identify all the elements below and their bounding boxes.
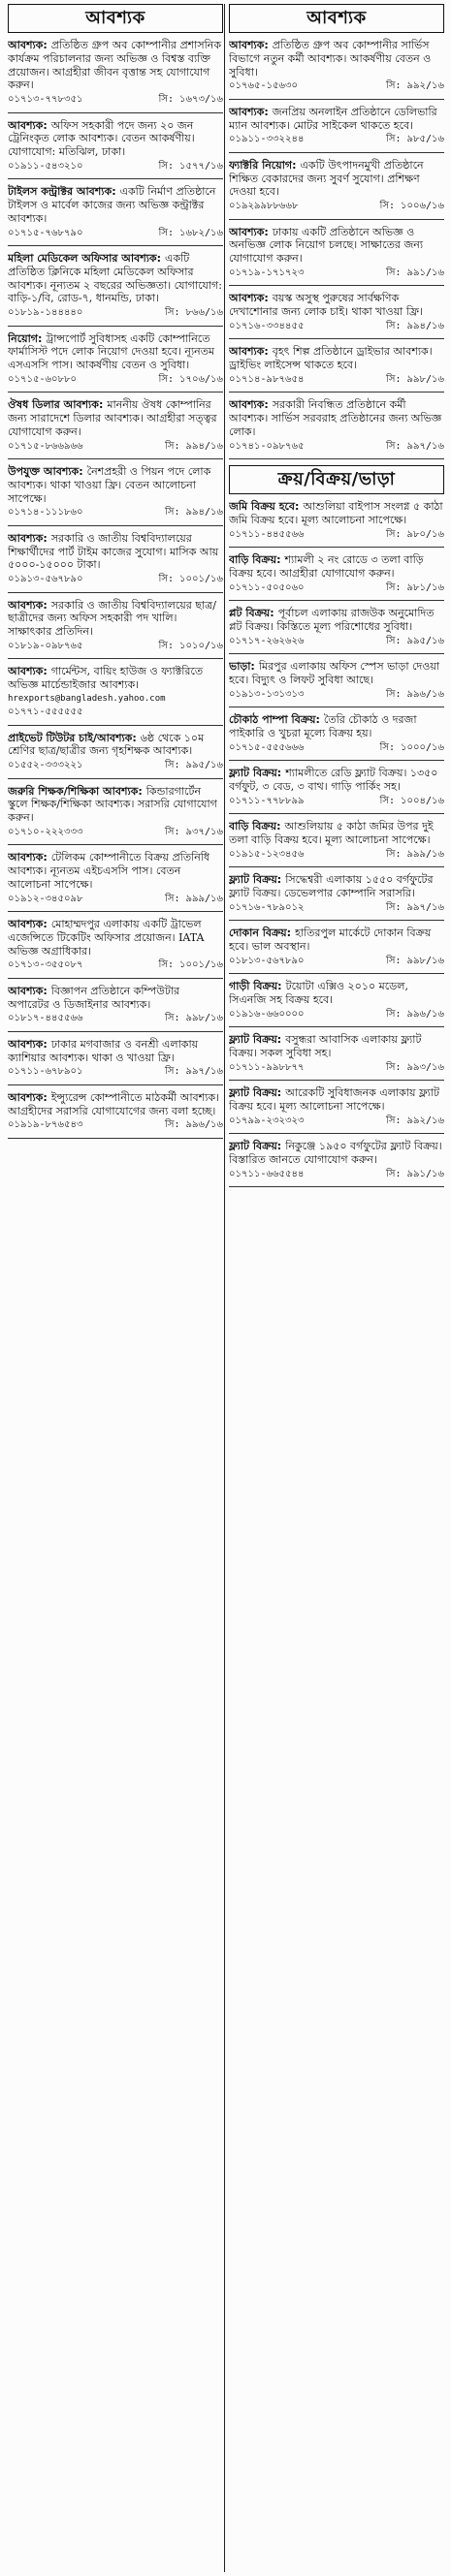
classified-ad xyxy=(229,39,444,100)
ad-phone: ০১৯১৯-৮৭৬৫৪৩ সি: ৯৯৬/১৬ xyxy=(8,1119,223,1131)
ad-reference: সি: ৯৯২/১৬ xyxy=(386,80,444,92)
ad-title: আবশ্যক: xyxy=(229,398,269,412)
classified-ad xyxy=(229,500,444,548)
ad-title: ঔষধ ডিলার আবশ্যক: xyxy=(8,398,104,412)
ad-title: আবশ্যক: xyxy=(8,1037,48,1051)
ad-body: বৃহৎ শিল্প প্রতিষ্ঠানে ড্রাইভার আবশ্যক। ড্রাইভিং লাইসেন্স থাকতে হবে। xyxy=(229,345,433,371)
ad-title: আবশ্যক: xyxy=(8,665,48,678)
classified-ad xyxy=(8,185,223,246)
classified-ad xyxy=(229,398,444,459)
ad-title: টাইলস কন্ট্রাক্টর আবশ্যক: xyxy=(8,185,116,199)
classified-ad xyxy=(229,873,444,921)
classified-ad xyxy=(229,159,444,220)
ad-body: শ্যামলীতে রেডি ফ্ল্যাট বিক্রয়। ১৩৫০ বর্গফুট, ৩ বেড, ৩ বাথ। গাড়ি পার্কিং সহ। xyxy=(229,767,438,793)
ad-title: আবশ্যক: xyxy=(8,598,48,612)
ad-body: ইন্স্যুরেন্স কোম্পানীতে মাঠকর্মী আবশ্যক। আগ্রহীদের সরাসরি যোগাযোগের জন্য বলা হচ্ছে। xyxy=(8,1090,220,1117)
ad-title: নিয়োগ: xyxy=(8,331,43,345)
classified-ad xyxy=(229,820,444,867)
ad-reference: সি: ৯৯৪/১৬ xyxy=(165,507,223,518)
ad-title: গাড়ী বিক্রয়: xyxy=(229,980,282,992)
section-header: আবশ্যক xyxy=(8,4,223,33)
ad-phone: ০১৯২৯৯৮৮৬৬৮ সি: ১০০৬/১৬ xyxy=(229,201,444,211)
ad-reference: সি: ৯৯৮/১৬ xyxy=(386,955,444,966)
ad-body: হাতিরপুল মার্কেটে দোকান বিক্রয় হবে। ভাল অবস্থান। xyxy=(229,927,432,953)
ad-body: শ্যামলী ২ নং রোডে ৩ তলা বাড়ি বিক্রয় হবে। আগ্রহীরা যোগাযোগ করুন। xyxy=(229,553,424,580)
right-column xyxy=(229,4,444,2572)
classified-ad xyxy=(8,532,223,593)
ad-reference: সি: ৯৯৮/১৬ xyxy=(165,1013,223,1024)
classified-ad xyxy=(229,345,444,393)
ad-body: মিরপুর এলাকায় অফিস স্পেস ভাড়া দেওয়া হবে। বিদ্যুৎ ও লিফট সুবিধা আছে। xyxy=(229,660,440,686)
ad-reference: সি: ১৫৭৭/১৬ xyxy=(158,160,223,172)
ad-body: প্রতিষ্ঠিত গ্রুপ অব কোম্পানীর প্রশাসনিক কার্যক্রম পরিচালনার জন্য অভিজ্ঞ ও বিশ্বস্ত ব্যক্তি প্রয়োজন। আগ্রহীরা জীবন বৃত্তান্ত সহ যোগাযোগ করুন। xyxy=(8,39,222,92)
classified-ad xyxy=(229,980,444,1027)
classified-ad xyxy=(8,599,223,660)
ad-phone: ০১৭১৩-৭৭৮৩৫১ সি: ১৬৭৩/১৬ xyxy=(8,94,223,105)
ad-phone: ০১৭১১-৫০৫০৬০ সি: ৯৮১/১৬ xyxy=(229,581,444,593)
left-column xyxy=(8,4,223,2572)
ad-title: বাড়ি বিক্রয়: xyxy=(229,820,281,832)
ad-body: কিন্ডারগার্টেন স্কুলে শিক্ষক/শিক্ষিকা আবশ্যক। সরাসরি যোগাযোগ করুন। xyxy=(8,784,217,824)
ad-reference: সি: ৯৯৬/১৬ xyxy=(165,1119,223,1131)
ad-body: সরকারী নিবন্ধিত প্রতিষ্ঠানে কর্মী আবশ্যক। সার্ভিস সরবরাহ প্রতিষ্ঠানের জন্য অভিজ্ঞ লোক। xyxy=(229,398,442,438)
ad-reference: সি: ৯৯৫/১৬ xyxy=(165,760,223,770)
ad-title: আবশ্যক: xyxy=(8,984,48,997)
ad-title: ফ্ল্যাট বিক্রয়: xyxy=(229,1033,282,1046)
ad-phone: ০১৭১৫-৮৬৬৯৬৬ সি: ৯৯৪/১৬ xyxy=(8,440,223,452)
ad-phone: ০১৭৭১-৫৫৫৫৫৫ xyxy=(8,707,83,717)
ad-reference: সি: ৯৯৬/১৬ xyxy=(386,688,444,700)
ad-phone: ০১৯১৫-১২৩৪৫৬ সি: ৯৯৯/১৬ xyxy=(229,848,444,860)
ad-body: প্রতিষ্ঠিত গ্রুপ অব কোম্পানীর সার্ভিস বিভাগে নতুন কর্মী আবশ্যক। আকর্ষণীয় বেতন ও সুবিধা। xyxy=(229,39,432,79)
ad-body: ট্রান্সপোর্ট সুবিধাসহ একটি কোম্পানিতে ফার্মাসিস্ট পদে লোক নিয়োগ দেওয়া হবে। ন্যূনতম এসএসসি পাস। আকর্ষণীয় বেতন ও সুবিধা। xyxy=(8,331,215,371)
ad-title: উপযুক্ত আবশ্যক: xyxy=(8,465,83,478)
ad-reference: সি: ১৬৮২/১৬ xyxy=(158,227,223,238)
ad-phone: ০১৫৫২-৩৩৩২২১ সি: ৯৯৫/১৬ xyxy=(8,760,223,770)
ad-phone: ০১৮১৩-৫৬৭৮৯০ সি: ৯৯৮/১৬ xyxy=(229,955,444,966)
ad-phone: ০১৭১১-৪৪৫৫৬৬ সি: ৯৮০/১৬ xyxy=(229,528,444,540)
section-header-buy-sell-rent: ক্রয়/বিক্রয়/ভাড়া xyxy=(229,465,444,494)
ad-phone: ০১৯১৬-৬৬০০০০ সি: ৯৯৬/১৬ xyxy=(229,1008,444,1020)
ad-title: প্রাইভেট টিউটর চাই/আবশ্যক: xyxy=(8,731,137,744)
classified-ad xyxy=(8,985,223,1032)
ad-reference: সি: ১০০০/১৬ xyxy=(379,741,444,753)
classified-ad xyxy=(8,39,223,113)
ad-reference: সি: ৯৯৩/১৬ xyxy=(386,1061,444,1073)
ad-reference: সি: ৯৯১/১৬ xyxy=(386,267,444,278)
classified-ad xyxy=(229,927,444,974)
ad-title: ফ্ল্যাট বিক্রয়: xyxy=(229,873,282,886)
classified-ad xyxy=(8,1091,223,1139)
classified-ad xyxy=(229,767,444,814)
ad-body: অফিস সহকারী পদে জন্য ২০ জন ট্রেনিংকৃত লোক আবশ্যক। বেতন আকর্ষণীয়। যোগাযোগ: মতিঝিল, ঢাকা। xyxy=(8,118,195,158)
ad-phone: ০১৮১৯-০৯৮৭৬৫ সি: ১০১০/১৬ xyxy=(8,640,223,651)
ad-reference: সি: ৯৯৯/১৬ xyxy=(386,848,444,860)
ad-phone: ০১৯১৩-৫৬৭৮৯০ সি: ১০০১/১৬ xyxy=(8,574,223,584)
ad-reference: সি: ১০০৪/১৬ xyxy=(379,795,444,806)
ad-body: বসুন্ধরা আবাসিক এলাকায় ফ্ল্যাট বিক্রয়। সকল সুবিধা সহ। xyxy=(229,1033,422,1059)
ad-reference: সি: ১০১০/১৬ xyxy=(158,640,223,651)
ad-reference: সি: ৯৯৪/১৬ xyxy=(165,440,223,452)
ad-reference: সি: ৯৯৬/১৬ xyxy=(386,1008,444,1020)
classified-ad xyxy=(8,398,223,459)
ad-title: মহিলা মেডিকেল অফিসার আবশ্যক: xyxy=(8,252,162,265)
ad-body: ৬ষ্ঠ থেকে ১০ম শ্রেণির ছাত্র/ছাত্রীর জন্য গৃহশিক্ষক আবশ্যক। xyxy=(8,731,205,758)
ad-title: বাড়ি বিক্রয়: xyxy=(229,553,281,566)
classified-ad xyxy=(8,851,223,912)
ad-body: সরকারি ও জাতীয় বিশ্ববিদ্যালয়ের ছাত্র/ছাত্রীদের জন্য অফিস সহকারী পদ খালি। সাক্ষাৎকার প্রতিদিন। xyxy=(8,598,216,638)
ad-phone: ০১৮১৭-৪৪৫৫৬৬ সি: ৯৯৮/১৬ xyxy=(8,1013,223,1024)
ad-phone: ০১৭১১-৬৬৫৫৪৪ সি: ৯৯১/১৬ xyxy=(229,1168,444,1179)
ad-title: ফ্ল্যাট বিক্রয়: xyxy=(229,767,282,779)
ad-reference: সি: ৯৮০/১৬ xyxy=(386,528,444,540)
ad-body: টেলিকম কোম্পানীতে বিক্রয় প্রতিনিধি আবশ্যক। ন্যূনতম এইচএসসি পাস। বেতন আলোচনা সাপেক্ষে। xyxy=(8,851,210,891)
classified-ad xyxy=(8,119,223,180)
ad-body: টয়োটা এক্সিও ২০১০ মডেল, সিএনজি সহ বিক্রয় হবে। xyxy=(229,980,408,1006)
ad-phone: ০১৭১৪-১১১৮৬০ সি: ৯৯৪/১৬ xyxy=(8,507,223,518)
ad-phone: ০১৭১৫-৫৫৫৬৬৬ সি: ১০০০/১৬ xyxy=(229,741,444,753)
ad-body: পূর্বাচল এলাকায় রাজউক অনুমোদিত প্লট বিক্রয়। কিস্তিতে মূল্য পরিশোধের সুবিধা। xyxy=(229,607,435,633)
ad-body: সিদ্ধেশ্বরী এলাকায় ১৫৫০ বর্গফুটের ফ্ল্যাট বিক্রয়। ডেভেলপার কোম্পানি সরাসরি। xyxy=(229,873,434,899)
ad-phone: ০১৭১৫-৭৬৮৭৯০ সি: ১৬৮২/১৬ xyxy=(8,227,223,238)
classified-ad xyxy=(229,1033,444,1081)
ad-body: ঢাকার মগবাজার ও বনশ্রী এলাকায় ক্যাশিয়ার আবশ্যক। থাকা ও খাওয়া ফ্রি। xyxy=(8,1037,199,1064)
classified-ad xyxy=(229,1140,444,1187)
ad-body: নৈশপ্রহরী ও পিয়ন পদে লোক আবশ্যক। থাকা খাওয়া ফ্রি। বেতন আলোচনা সাপেক্ষে। xyxy=(8,465,211,505)
ad-reference: সি: ৯৩৭/১৬ xyxy=(164,826,223,837)
classified-ad xyxy=(229,660,444,707)
ad-body: মাননীয় ঔষধ কোম্পানির জন্য সারাদেশে ডিলার আবশ্যক। আগ্রহীরা সত্ত্বর যোগাযোগ করুন। xyxy=(8,398,217,438)
ad-phone: ০১৭১৬-৩৩৪৪৫৫ সি: ৯৯৪/১৬ xyxy=(229,320,444,331)
ad-title: প্লট বিক্রয়: xyxy=(229,607,274,619)
ad-body: একটি উৎপাদনমুখী প্রতিষ্ঠানে শিক্ষিত বেকারদের জন্য সুবর্ণ সুযোগ। প্রশিক্ষণ দেওয়া হবে। xyxy=(229,158,424,199)
ad-phone: ০১৭১১-৭৭৮৮৯৯ সি: ১০০৪/১৬ xyxy=(229,795,444,806)
ad-title: দোকান বিক্রয়: xyxy=(229,927,292,939)
classified-ad xyxy=(8,785,223,846)
section-header: আবশ্যক xyxy=(229,4,444,33)
classified-ad xyxy=(229,226,444,287)
ad-body: নিকুঞ্জে ১৯৫০ বর্গফুটের ফ্ল্যাট বিক্রয়। বিস্তারিত জানতে যোগাযোগ করুন। xyxy=(229,1140,442,1166)
ad-reference: সি: ৯৯২/১৬ xyxy=(386,1115,444,1126)
ad-title: আবশ্যক: xyxy=(8,39,48,51)
ad-title: আবশ্যক: xyxy=(229,39,269,51)
ad-title: আবশ্যক: xyxy=(8,1090,48,1104)
classified-ad xyxy=(229,553,444,601)
ad-phone: ০১৮১৯-১৪৪৪৪০ সি: ৮৬৬/১৬ xyxy=(8,307,223,318)
classified-ad xyxy=(8,465,223,526)
classified-ad xyxy=(229,106,444,153)
classified-ad xyxy=(8,332,223,393)
ad-reference: সি: ৯৯৪/১৬ xyxy=(386,320,444,331)
ad-phone: ০১৭১১-৬৭৮৯০১ সি: ৯৯৭/১৬ xyxy=(8,1066,223,1078)
ad-phone: ০১৯১৩-১৩১৩১৩ সি: ৯৯৬/১৬ xyxy=(229,688,444,700)
ad-reference: সি: ১৭০৬/১৬ xyxy=(158,373,223,385)
ad-phone: ০১৭১৩-৩৫৫০৮৭ সি: ১০০১/১৬ xyxy=(8,959,223,971)
classified-ad xyxy=(8,665,223,725)
ad-body: তৈরি চৌকাঠ ও দরজা পাইকারি ও খুচরা মূল্যে বিক্রয় হয়। xyxy=(229,713,417,739)
ad-reference: সি: ১৬৭৩/১৬ xyxy=(158,94,223,105)
ad-phone: ০১৭১৯-১৭১৭২৩ সি: ৯৯১/১৬ xyxy=(229,267,444,278)
ad-phone: ০১৭৪১-০৯৮৭৬৫ সি: ৯৯৭/১৬ xyxy=(229,440,444,452)
ad-title: আবশ্যক: xyxy=(8,918,48,930)
ad-title: চৌকাঠ পাম্পা বিক্রয়: xyxy=(229,713,320,726)
classified-ad xyxy=(8,732,223,779)
ad-title: ফ্ল্যাট বিক্রয়: xyxy=(229,1086,282,1099)
classified-ad xyxy=(229,292,444,339)
ad-phone: ০১৭৬৫-১৫৬৩০ সি: ৯৯২/১৬ xyxy=(229,80,444,92)
ad-body: আশুলিয়া বাইপাস সংলগ্ন ৫ কাঠা জমি বিক্রয় হবে। মূল্য আলোচনা সাপেক্ষে। xyxy=(229,500,443,526)
ad-body: আশুলিয়ায় ৫ কাঠা জমির উপর দুই তলা বাড়ি বিক্রয় হবে। মূল্য আলোচনা সাপেক্ষে। xyxy=(229,820,434,846)
ad-title: আবশ্যক: xyxy=(229,292,269,305)
ad-reference: সি: ৯৯৯/১৬ xyxy=(165,893,223,904)
classified-ad xyxy=(229,607,444,654)
ad-body: ঢাকায় একটি প্রতিষ্ঠানে অভিজ্ঞ ও অনভিজ্ঞ লোক নিয়োগ চলছে। সাক্ষাতের জন্য যোগাযোগ করুন। xyxy=(229,225,424,265)
ad-phone: ০১৯১২-৩৪৫০৯৮ সি: ৯৯৯/১৬ xyxy=(8,893,223,904)
ad-title: ভাড়া: xyxy=(229,660,255,673)
ad-title: আবশ্যক: xyxy=(229,225,269,238)
ad-body: বয়স্ক অসুস্থ পুরুষের সার্বক্ষণিক দেখাশোনার জন্য লোক চাই। থাকা খাওয়া ফ্রি। xyxy=(229,292,423,318)
ad-title: আবশ্যক: xyxy=(8,118,48,132)
ad-title: জরুরি শিক্ষক/শিক্ষিকা আবশ্যক: xyxy=(8,784,143,798)
ad-phone: ০১৭১৬-৭৮৯০১২ সি: ৯৯৭/১৬ xyxy=(229,901,444,913)
ad-reference: সি: ১০০১/১৬ xyxy=(158,959,223,971)
ad-phone: ০১৯১১-৩৩২২৪৪ সি: ৯৮৫/১৬ xyxy=(229,134,444,145)
column-divider xyxy=(224,4,225,2572)
ad-phone: ০১৭১৭-২৬২৬২৬ সি: ৯৯৫/১৬ xyxy=(229,635,444,646)
ad-body: সরকারি ও জাতীয় বিশ্ববিদ্যালয়ের শিক্ষার্থীদের পার্ট টাইম কাজের সুযোগ। মাসিক আয় ৫০০০-১৫০০০ টাকা। xyxy=(8,531,219,572)
ad-body: একটি প্রতিষ্ঠিত ক্লিনিকে মহিলা মেডিকেল অফিসার আবশ্যক। নূন্যতম ২ বছরের অভিজ্ঞতা। যোগাযোগ: বাড়ি-১/বি, রোড-৭, ধানমন্ডি, ঢাকা। xyxy=(8,252,222,305)
ad-title: জমি বিক্রয় হবে: xyxy=(229,500,300,513)
ad-title: আবশ্যক: xyxy=(8,851,48,864)
ad-title: আবশ্যক: xyxy=(229,345,269,359)
ad-reference: সি: ৯৯৭/১৬ xyxy=(386,440,444,452)
classified-ad xyxy=(8,918,223,979)
ad-body: বিজ্ঞাপন প্রতিষ্ঠানে কম্পিউটার অপারেটর ও ডিজাইনার আবশ্যক। xyxy=(8,984,180,1011)
ad-reference: সি: ৯৯৭/১৬ xyxy=(386,901,444,913)
classified-ad xyxy=(8,1038,223,1085)
classified-ad xyxy=(8,252,223,327)
ad-reference: সি: ৯৯৫/১৬ xyxy=(386,635,444,646)
ad-title: আবশ্যক: xyxy=(8,531,48,545)
ad-body: জনপ্রিয় অনলাইন প্রতিষ্ঠানে ডেলিভারি ম্যান আবশ্যক। মোটর সাইকেল থাকতে হবে। xyxy=(229,105,437,132)
ad-phone: ০১৭১৪-৯৮৭৬৫৪ সি: ৯৯৮/১৬ xyxy=(229,373,444,385)
ad-title: ফ্ল্যাট বিক্রয়: xyxy=(229,1140,282,1152)
ad-body: একটি নির্মাণ প্রতিষ্ঠানে টাইলস ও মার্বেল কাজের জন্য অভিজ্ঞ কন্ট্রাক্টর আবশ্যক। xyxy=(8,185,216,225)
ad-phone: ০১৭৯৯-২৩২৩২৩ সি: ৯৯২/১৬ xyxy=(229,1115,444,1126)
ad-reference: সি: ৯৮১/১৬ xyxy=(386,581,444,593)
ad-reference: সি: ১০০১/১৬ xyxy=(158,574,223,584)
ad-reference: সি: ৯৯৭/১৬ xyxy=(165,1066,223,1078)
ad-phone: ০১৭১১-৯৯৮৮৭৭ সি: ৯৯৩/১৬ xyxy=(229,1061,444,1073)
classified-ad xyxy=(229,713,444,761)
ad-phone: ০১৯১১-৫৪৩২১০ সি: ১৫৭৭/১৬ xyxy=(8,160,223,172)
ad-phone: ০১৭১০-২২২৩৩৩ সি: ৯৩৭/১৬ xyxy=(8,826,223,837)
ad-reference: সি: ৯৯১/১৬ xyxy=(386,1168,444,1179)
classified-ad xyxy=(229,1086,444,1134)
ad-phone: ০১৭১৫-৬০৮৮০ সি: ১৭০৬/১৬ xyxy=(8,373,223,385)
ad-body: গার্মেন্টস, বায়িং হাউজ ও ফ্যাক্টরিতে অভিজ্ঞ মার্চেন্ডাইজার আবশ্যক। xyxy=(8,665,204,691)
ad-title: আবশ্যক: xyxy=(229,105,269,118)
ad-body: আরেকটি সুবিধাজনক এলাকায় ফ্ল্যাট বিক্রয় হবে। মূল্য আলোচনা সাপেক্ষে। xyxy=(229,1086,439,1113)
ad-body: মোহাম্মদপুর এলাকায় একটি ট্রাভেল এজেন্সিতে টিকেটিং অফিসার প্রয়োজন। IATA অভিজ্ঞ অগ্রাধিকার। xyxy=(8,918,205,958)
ad-reference: সি: ১০০৬/১৬ xyxy=(379,201,444,211)
ad-email: hrexports@bangladesh.yahoo.com xyxy=(8,693,166,704)
ad-reference: সি: ৯৯৮/১৬ xyxy=(386,373,444,385)
ad-reference: সি: ৯৮৫/১৬ xyxy=(386,134,444,145)
ad-reference: সি: ৮৬৬/১৬ xyxy=(164,307,223,318)
ad-title: ফ্যাক্টরি নিয়োগ: xyxy=(229,158,297,172)
